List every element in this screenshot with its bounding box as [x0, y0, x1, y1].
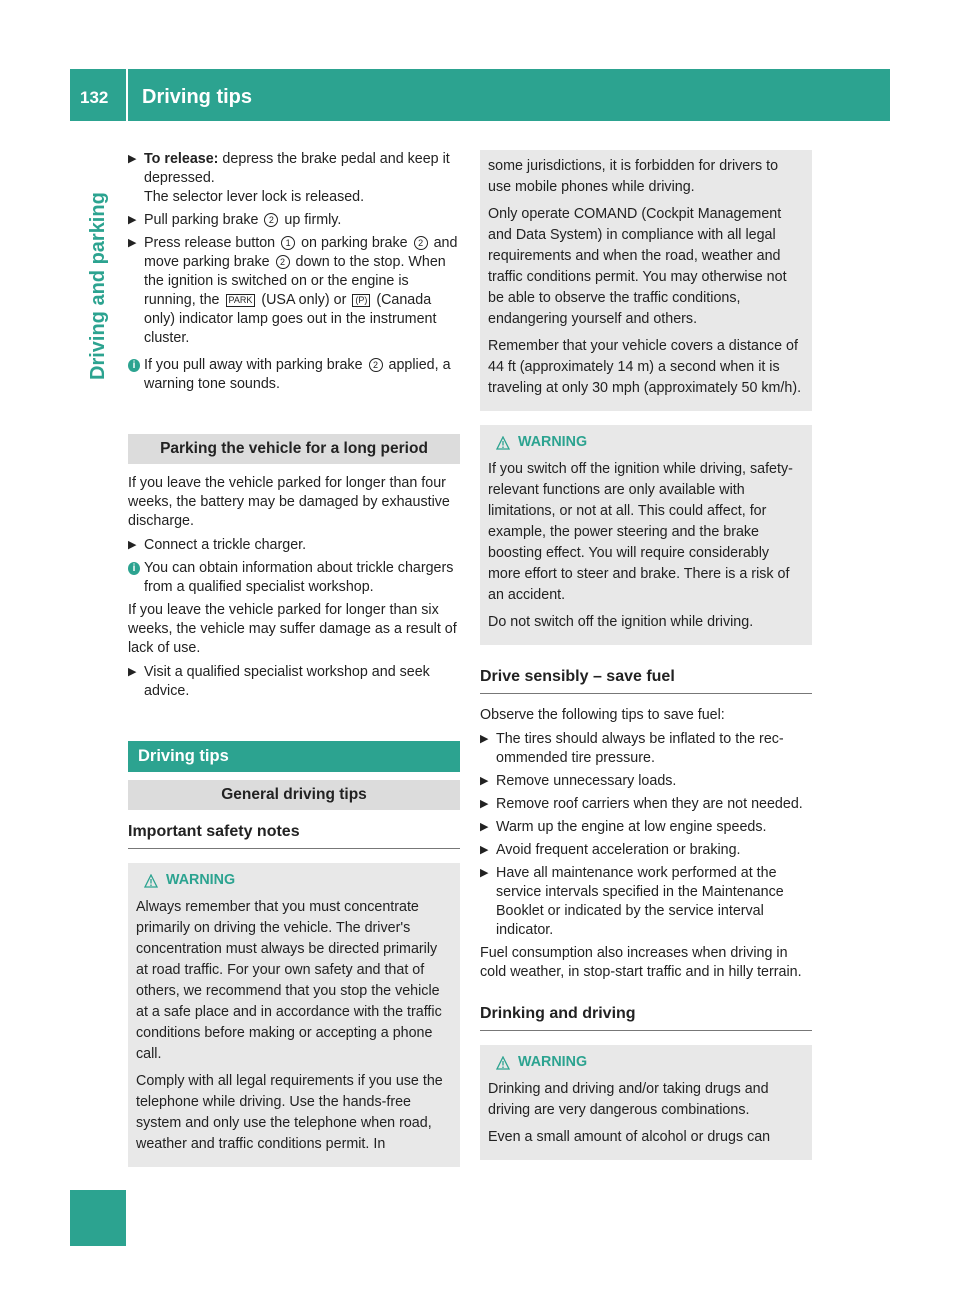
number-2-badge: 2: [264, 213, 278, 227]
arrow-right-icon: ▶: [128, 666, 137, 678]
list-item: [480, 772, 812, 791]
right-column: [480, 150, 812, 1160]
step-press-release: [128, 234, 460, 348]
warning-triangle-icon: [496, 1056, 510, 1070]
info-note: [128, 559, 460, 597]
step-text: and move parking brake: [144, 235, 458, 270]
subheading-safety-notes: Important safety notes: [128, 822, 460, 849]
number-1-badge: 1: [281, 236, 295, 250]
left-column: [128, 150, 460, 1167]
step-text: on parking brake: [301, 235, 408, 251]
arrow-right-icon: ▶: [480, 821, 489, 833]
arrow-right-icon: ▶: [128, 214, 137, 226]
step-text: Visit a qualified specialist workshop and seek advice.: [144, 664, 430, 699]
info-text: You can obtain information about trickle chargers from a qualified specialist workshop.: [144, 560, 454, 595]
warning-box-continued: [480, 150, 812, 411]
info-text: applied, a warning tone sounds.: [144, 357, 451, 392]
warning-label: WARNING: [518, 434, 588, 450]
arrow-right-icon: ▶: [480, 775, 489, 787]
number-2-badge: 2: [276, 255, 290, 269]
warning-text: Drinking and driving and/or taking drugs and driving are very dangerous combinations.: [488, 1081, 769, 1118]
step-text: Remove unnecessary loads.: [496, 773, 677, 789]
warning-triangle-icon: [496, 436, 510, 450]
arrow-right-icon: ▶: [480, 844, 489, 856]
step-text: (USA only) or: [261, 292, 347, 308]
arrow-right-icon: ▶: [128, 539, 137, 551]
paragraph: Observe the following tips to save fuel:: [480, 707, 725, 723]
warning-text: Even a small amount of alcohol or drugs can: [488, 1129, 771, 1145]
step-pull-brake: [128, 211, 460, 230]
fuel-steps-list: [480, 730, 812, 940]
info-text: If you pull away with parking brake: [144, 357, 363, 373]
side-tab-marker: [70, 1190, 126, 1246]
warning-text: Always remember that you must concentrate primarily on driving the vehicle. The driver's concentration must always be directed primarily at road traffic. For your own safety and that of others, we recommend that you stop the vehicle at a safe place and in accordance with the traffic conditions before making or accepting a phone call.: [136, 899, 442, 1062]
warning-title: [136, 871, 452, 890]
paragraph: Fuel consumption also increases when driving in cold weather, in stop-start traffic and in hilly terrain.: [480, 945, 802, 980]
release-label: To release:: [144, 151, 219, 167]
page-number: 132: [80, 88, 109, 107]
subheading-drinking-driving: Drinking and driving: [480, 1004, 812, 1031]
warning-triangle-icon: [144, 874, 158, 888]
warning-text: If you switch off the ignition while driving, safety-relevant functions are only available with limitations, or not at all. This could affect, for example, the power steering and the brake boosting effect. You will require considerably more effort to steer and brake. There is a risk of an accident.: [488, 461, 793, 603]
release-text-2: The selector lever lock is released.: [144, 189, 365, 205]
release-text: depress the brake pedal and keep it depressed.: [144, 151, 450, 186]
warning-box: [128, 863, 460, 1167]
arrow-right-icon: ▶: [480, 867, 489, 879]
park-lamp-icon: PARK: [226, 294, 256, 307]
step-text: down to the stop.: [295, 254, 405, 270]
list-item: [480, 795, 812, 814]
step-text: The tires should always be inflated to the recommended tire pressure.: [496, 731, 784, 766]
paragraph: If you leave the vehicle parked for longer than four weeks, the battery may be damaged by exhaustive discharge.: [128, 475, 450, 529]
section-heading-long-period: Parking the vehicle for a long period: [128, 434, 460, 464]
step-visit-workshop: [128, 663, 460, 701]
page-title: Driving tips: [142, 86, 253, 108]
warning-label: WARNING: [518, 1054, 588, 1070]
step-release: [128, 150, 460, 207]
paragraph: If you leave the vehicle parked for longer than six weeks, the vehicle may suffer damage as a result of lack of use.: [128, 602, 457, 656]
step-text: When the ignition is switched on or the engine is running, the: [144, 254, 446, 308]
warning-text: Only operate COMAND (Cockpit Management and Data System) in compliance with all legal requirements and when the road, weather and traffic conditions permit. You may otherwise not be able to observe the traffic conditions, endangering yourself and others.: [488, 206, 787, 327]
section-heading-driving-tips: Driving tips: [128, 741, 460, 772]
list-item: [480, 818, 812, 837]
info-note: [128, 356, 460, 394]
warning-label: WARNING: [166, 872, 236, 888]
step-text: (Canada only) indicator lamp goes out in the instrument cluster.: [144, 292, 437, 346]
step-text: Have all maintenance work performed at the service intervals specified in the Maintenance Booklet or indicated by the service interval indicator.: [496, 865, 784, 938]
warning-box: [480, 425, 812, 645]
arrow-right-icon: ▶: [128, 237, 137, 249]
step-trickle-charger: [128, 536, 460, 555]
arrow-right-icon: ▶: [480, 733, 489, 745]
list-item: [480, 864, 812, 940]
list-item: [480, 841, 812, 860]
number-2-badge: 2: [369, 358, 383, 372]
warning-text: some jurisdictions, it is forbidden for drivers to use mobile phones while driving.: [488, 158, 779, 195]
warning-title: [488, 1053, 804, 1072]
step-text: Avoid frequent acceleration or braking.: [496, 842, 741, 858]
step-text: Warm up the engine at low engine speeds.: [496, 819, 767, 835]
step-text: Press release button: [144, 235, 276, 251]
list-item: [480, 730, 812, 768]
warning-text: Do not switch off the ignition while driving.: [488, 614, 754, 630]
warning-box: [480, 1045, 812, 1160]
subheading-save-fuel: Drive sensibly – save fuel: [480, 667, 812, 694]
warning-text: Remember that your vehicle covers a distance of 44 ft (approximately 14 m) a second when it is traveling at only 30 mph (approximately 50 km/h).: [488, 338, 802, 396]
number-2-badge: 2: [414, 236, 428, 250]
side-section-label: Driving and parking: [87, 192, 109, 380]
info-icon: i: [128, 359, 140, 372]
step-text: Remove roof carriers when they are not needed.: [496, 796, 803, 812]
arrow-right-icon: ▶: [480, 798, 489, 810]
info-icon: i: [128, 562, 140, 575]
header-divider: [126, 69, 128, 121]
warning-text: Comply with all legal requirements if you use the telephone while driving. Use the hands-free system and only use the telephone when road, weather and traffic conditions permit. In: [136, 1073, 443, 1152]
parking-brake-lamp-icon: (P): [352, 294, 370, 307]
step-text: Connect a trickle charger.: [144, 537, 307, 553]
section-heading-general: General driving tips: [128, 780, 460, 810]
step-text: up firmly.: [284, 212, 342, 228]
warning-title: [488, 433, 804, 452]
step-text: Pull parking brake: [144, 212, 259, 228]
arrow-right-icon: ▶: [128, 153, 137, 165]
